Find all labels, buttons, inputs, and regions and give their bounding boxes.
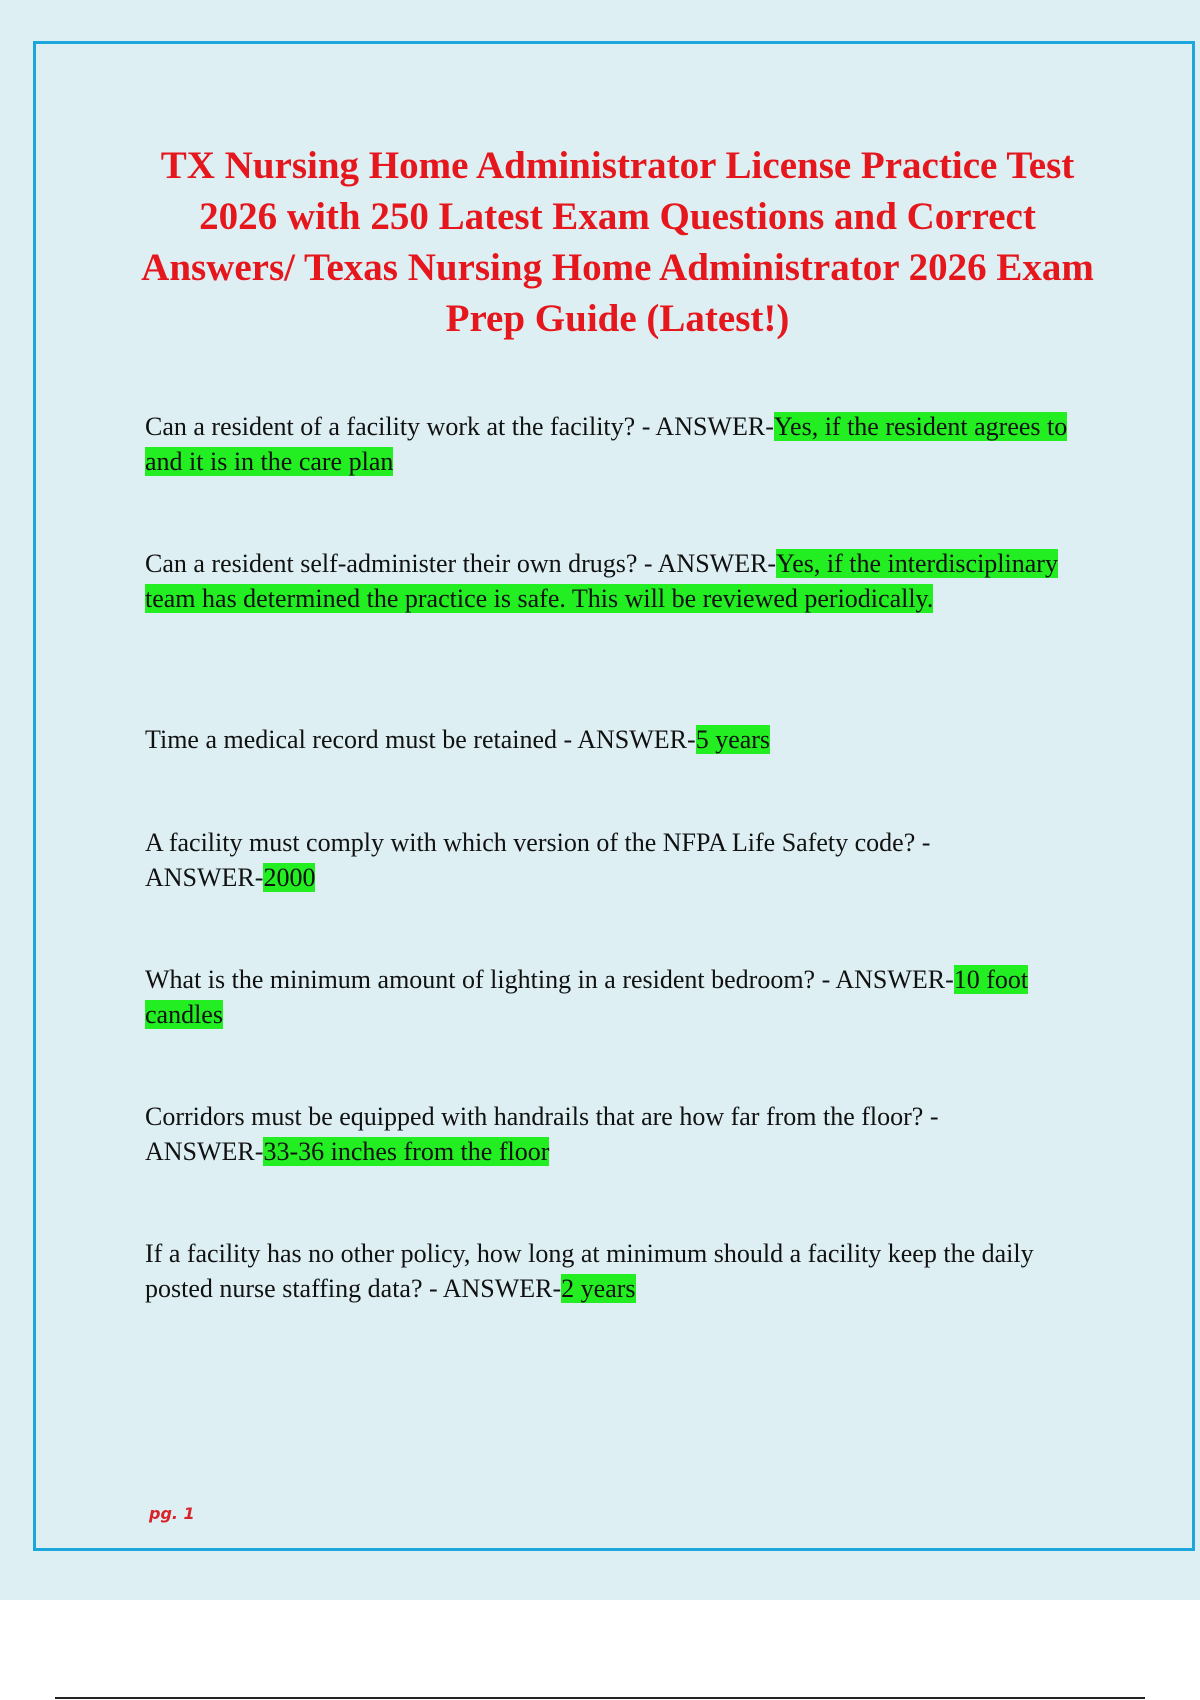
answer-prefix: ANSWER- <box>835 965 954 994</box>
answer-prefix: ANSWER- <box>577 725 696 754</box>
answer-prefix: ANSWER- <box>657 549 777 578</box>
answer-highlight: Yes, if the resident agrees to and it is in the care plan <box>145 412 1068 476</box>
answer-prefix: ANSWER- <box>655 412 774 441</box>
question-text: A facility must comply with which version of the NFPA Life Safety code? - <box>145 828 931 857</box>
qa-item <box>145 1100 1080 1169</box>
page-number: pg. 1 <box>149 1504 195 1523</box>
answer-prefix: ANSWER- <box>145 1136 264 1166</box>
question-text: Time a medical record must be retained - <box>145 725 578 754</box>
answer-highlight: 33-36 inches from the floor <box>263 1136 550 1166</box>
answer-highlight: 10 foot candles <box>145 965 1029 1029</box>
bottom-divider <box>55 1697 1145 1699</box>
answer-highlight: 5 years <box>695 725 771 754</box>
question-text: Can a resident of a facility work at the facility? - <box>145 412 656 441</box>
question-text: Corridors must be equipped with handrails that are how far from the floor? - <box>145 1102 939 1131</box>
qa-item <box>145 547 1080 616</box>
question-text: If a facility has no other policy, how long at minimum should a facility keep the daily posted nurse staffing data? - <box>145 1239 1034 1303</box>
question-text: What is the minimum amount of lighting in a resident bedroom? - <box>145 965 836 994</box>
qa-item <box>145 1237 1080 1306</box>
answer-highlight: 2000 <box>263 862 316 892</box>
qa-item <box>145 723 1080 758</box>
qa-item <box>145 963 1080 1032</box>
answer-highlight: 2 years <box>561 1273 636 1303</box>
answer-prefix: ANSWER- <box>442 1273 562 1303</box>
document-title: TX Nursing Home Administrator License Practice Test 2026 with 250 Latest Exam Questions and Correct Answers/ Texas Nursing Home Administrator 2026 Exam Prep Guide (Latest!) <box>141 144 1094 340</box>
qa-item <box>145 410 1080 479</box>
answer-prefix: ANSWER- <box>145 862 264 892</box>
qa-item <box>145 826 1080 895</box>
answer-highlight: Yes, if the interdisciplinary team has determined the practice is safe. This will be reviewed periodically. <box>145 549 1058 613</box>
question-text: Can a resident self-administer their own drugs? - <box>145 549 658 578</box>
